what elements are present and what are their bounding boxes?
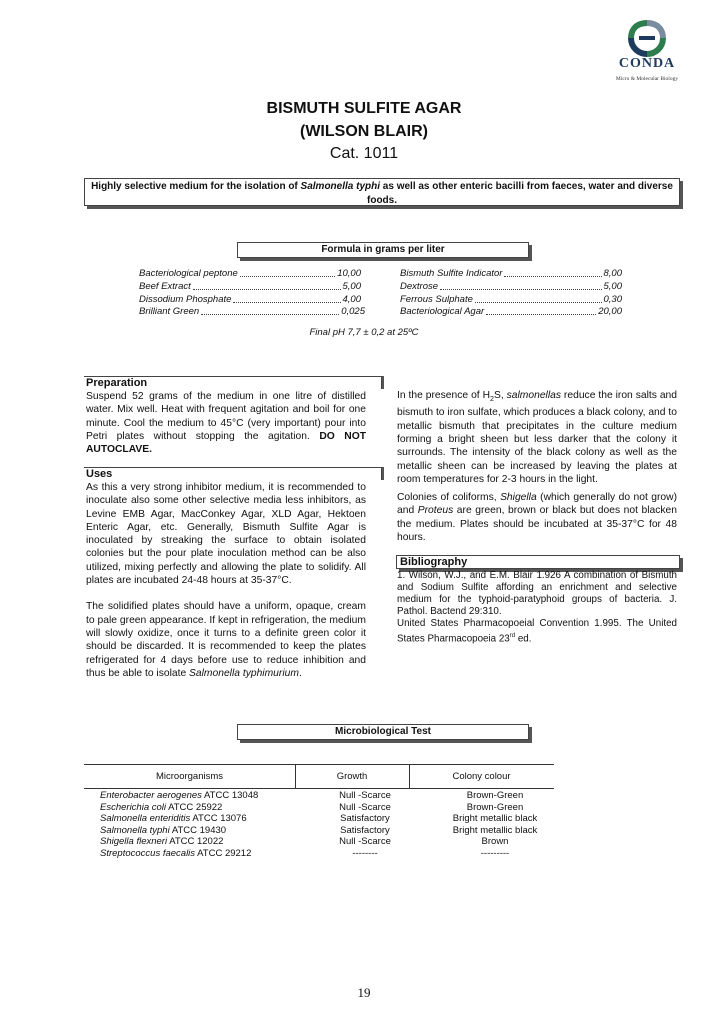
mechanism-paragraph — [397, 389, 677, 486]
organism-cell — [100, 836, 223, 848]
colour-cell: Brown — [481, 836, 509, 847]
ingredient-name: Brilliant Green — [139, 306, 200, 317]
uses-paragraph-2-end: . — [298, 667, 302, 679]
uses-paragraph-1: As this a very strong inhibitor medium, it is recommended to inoculate also some other selective media less inhibitors, as Levine EMB Agar, MacConkey Agar, XLD Agar, Hektoen Enteric Agar, etc. Generally, Bismuth Sulfite Agar is inoculated by streaking the surface to obtain isolated colonies but the pour plate inoculation method can be also utilized, mixing perfectly and allowing the plate to solidify. All plates are incubated 24-48 hours at 35-37°C. — [86, 482, 366, 587]
final-ph: Final pH 7,7 ± 0,2 at 25ºC — [309, 327, 419, 338]
table-header-rule — [84, 788, 554, 789]
atcc-code: ATCC 13076 — [190, 813, 247, 824]
description-before: Highly selective medium for the isolation of — [91, 181, 301, 192]
ingredient-value: 0,30 — [603, 294, 622, 305]
bibliography-list — [397, 570, 677, 645]
preparation-heading: Preparation — [84, 376, 382, 389]
organism-name: Escherichia coli — [100, 801, 166, 813]
atcc-code: ATCC 12022 — [167, 836, 224, 847]
ingredient-value: 4,00 — [342, 294, 361, 305]
logo-word: CONDA — [618, 56, 676, 71]
formula-row — [400, 281, 622, 293]
uses-heading: Uses — [84, 467, 382, 480]
ref-2-end: ed. — [515, 633, 532, 645]
atcc-code: ATCC 29212 — [195, 847, 252, 859]
ingredient-name: Dextrose — [400, 281, 439, 292]
organism-cell — [100, 802, 222, 814]
organism-name: Salmonella typhi — [100, 824, 170, 836]
growth-cell: Null -Scarce — [339, 790, 391, 801]
growth-cell: Satisfactory — [340, 824, 390, 836]
catalog-number: Cat. 1011 — [329, 145, 399, 162]
organism-cell — [100, 790, 258, 802]
colour-cell: Bright metallic black — [452, 813, 538, 824]
colour-cell: Bright metallic black — [452, 824, 538, 836]
organism-name: Enterobacter aerogenes — [100, 790, 202, 801]
organism-name: Salmonella enteriditis — [100, 813, 191, 824]
h2s-subscript: 2 — [490, 396, 494, 404]
shigella-italic: Shigella — [500, 492, 537, 503]
ingredient-name: Bacteriological peptone — [139, 268, 238, 279]
colonies-text-c: are green, brown or black but does not blacken the medium. Plates should be incubated at 35-37°C for 48 hours. — [397, 505, 678, 543]
ingredient-name: Ferrous Sulphate — [400, 294, 473, 305]
atcc-code: ATCC 19430 — [169, 824, 227, 836]
formula-row — [139, 268, 361, 280]
preparation-text — [86, 390, 366, 456]
proteus-italic: Proteus — [417, 505, 454, 517]
bibliography-ref-2 — [397, 618, 677, 645]
conda-logo — [597, 20, 697, 88]
logo-tagline: Micro & Molecular Biology — [615, 76, 679, 82]
colour-cell: Brown-Green — [466, 801, 524, 813]
bibliography-heading: Bibliography — [396, 555, 680, 569]
mechanism-text-a: In the presence of H — [397, 390, 491, 401]
atcc-code: ATCC 13048 — [201, 790, 259, 801]
formula-row — [400, 268, 622, 280]
ingredient-value: 0,025 — [341, 306, 365, 317]
atcc-code: ATCC 25922 — [166, 801, 223, 813]
column-header-growth: Growth — [336, 771, 368, 782]
ingredient-value: 8,00 — [603, 268, 622, 279]
preparation-warning: DO NOT AUTOCLAVE. — [86, 430, 366, 456]
table-row — [100, 813, 560, 825]
formula-row — [139, 281, 361, 293]
ingredient-name: Beef Extract — [139, 281, 191, 292]
organism-cell — [100, 813, 247, 825]
micro-test-header: Microbiological Test — [237, 724, 529, 740]
bibliography-ref-1: 1. Wilson, W.J., and E.M. Blair 1.926 A combination of Bismuth and Sodium Sulfite affording an enrichment and selective medium for the typhoid-paratyphoid groups of bacteria. J. Pathol. Bactend 29:310. — [397, 570, 677, 617]
growth-cell: Satisfactory — [340, 813, 390, 824]
organism-cell — [100, 848, 251, 860]
formula-row — [400, 306, 622, 318]
uses-organism: Salmonella typhimurium — [189, 667, 299, 679]
growth-cell: Null -Scarce — [339, 801, 391, 813]
colour-cell: --------- — [480, 847, 510, 859]
organism-cell — [100, 825, 226, 837]
colour-cell: Brown-Green — [466, 790, 524, 801]
page-title: BISMUTH SULFITE AGAR — [266, 100, 462, 117]
uses-text — [86, 481, 366, 680]
table-row — [100, 836, 560, 848]
ingredient-name: Dissodium Phosphate — [139, 294, 232, 305]
conda-logo-icon — [597, 20, 697, 60]
uses-paragraph-2-body: The solidified plates should have a uniform, opaque, cream to pale green appearance. If kept in refrigeration, the medium will slowly oxidize, once it turns to a definite green color it should be discarded. It is recommended to keep the plates refrigerated for 4 days before use to reduce inhibition and thus be able to isolate — [86, 601, 366, 679]
table-row — [100, 825, 560, 837]
formula-row — [400, 294, 622, 306]
description-box — [84, 178, 680, 206]
ingredient-value: 5,00 — [603, 281, 622, 292]
organism-name: Streptococcus faecalis — [100, 847, 196, 859]
ref-2-text: United States Pharmacopoeial Convention 1.995. The United States Pharmacopoeia 23 — [397, 618, 677, 645]
formula-row — [139, 294, 361, 306]
ref-2-sup: rd — [509, 633, 516, 639]
growth-cell: Null -Scarce — [339, 836, 391, 847]
page-number: 19 — [357, 985, 371, 1000]
description-organism: Salmonella typhi — [300, 181, 381, 192]
formula-header: Formula in grams per liter — [237, 242, 529, 258]
ingredient-name: Bacteriological Agar — [400, 306, 485, 317]
page-subtitle: (WILSON BLAIR) — [300, 123, 428, 140]
uses-paragraph-2 — [86, 600, 366, 680]
table-top-rule — [84, 764, 554, 765]
colonies-text-a: Colonies of coliforms, — [397, 492, 501, 503]
ingredient-value: 10,00 — [337, 268, 361, 279]
growth-cell: -------- — [352, 847, 378, 859]
mechanism-text-c: reduce the iron salts and bismuth to iron sulfate, which produces a black colony, and to metallic bismuth that precipitates in the culture medium forming a bright sheen but less darker that the colony it surrounds. The intensity of the black colony as well as the metallic sheen can be increased by leaving the plates at room temperatures for 2-3 hours in the light. — [397, 390, 678, 485]
preparation-body: Suspend 52 grams of the medium in one litre of distilled water. Mix well. Heat with frequent agitation and boil for one minute. Cool the medium to 45°C (very important) pour into Petri plates without stopping the agitation. — [86, 391, 366, 442]
organism-name: Shigella flexneri — [100, 836, 168, 847]
colonies-text-b: (which generally do not grow) and — [397, 492, 678, 517]
formula-row — [139, 306, 365, 318]
ingredient-name: Bismuth Sulfite Indicator — [400, 268, 503, 279]
colonies-paragraph — [397, 491, 677, 544]
table-row — [100, 802, 560, 814]
ingredient-value: 5,00 — [342, 281, 361, 292]
column-header-microorganisms: Microorganisms — [155, 771, 224, 782]
description-after: as well as other enteric bacilli from faeces, water and diverse foods. — [367, 181, 673, 206]
mechanism-text-b: S, — [493, 390, 507, 401]
salmonellas-italic: salmonellas — [506, 390, 561, 401]
table-row — [100, 790, 560, 802]
ingredient-value: 20,00 — [598, 306, 622, 317]
column-header-colony-colour: Colony colour — [452, 771, 511, 782]
table-row — [100, 848, 560, 860]
